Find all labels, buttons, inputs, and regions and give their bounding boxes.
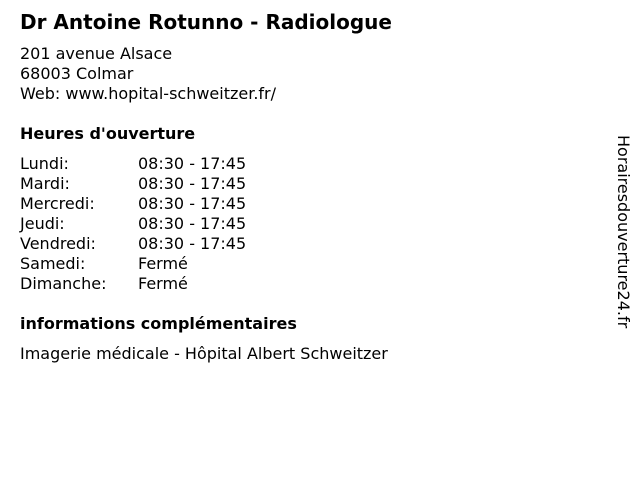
opening-hours-table (20, 154, 320, 294)
address-street: 201 avenue Alsace (20, 44, 173, 63)
hours-row-friday (20, 234, 320, 254)
hours-value: 08:30 - 17:45 (138, 174, 247, 193)
day-label: Dimanche: (20, 274, 107, 293)
day-label: Samedi: (20, 254, 86, 273)
hours-row-sunday (20, 274, 320, 294)
hours-row-saturday (20, 254, 320, 274)
day-label: Mercredi: (20, 194, 95, 213)
hours-value: Fermé (138, 254, 188, 273)
additional-info-heading: informations complémentaires (20, 314, 297, 333)
hours-row-tuesday (20, 174, 320, 194)
site-brand-vertical[interactable]: Horairesdouverture24.fr (614, 135, 633, 329)
hours-value: Fermé (138, 274, 188, 293)
page-title: Dr Antoine Rotunno - Radiologue (20, 10, 392, 34)
hours-row-wednesday (20, 194, 320, 214)
day-label: Mardi: (20, 174, 70, 193)
hours-value: 08:30 - 17:45 (138, 234, 247, 253)
hours-value: 08:30 - 17:45 (138, 194, 247, 213)
day-label: Lundi: (20, 154, 69, 173)
day-label: Vendredi: (20, 234, 96, 253)
hours-row-monday (20, 154, 320, 174)
hours-row-thursday (20, 214, 320, 234)
hours-value: 08:30 - 17:45 (138, 154, 247, 173)
day-label: Jeudi: (20, 214, 65, 233)
address-city: 68003 Colmar (20, 64, 134, 83)
website-link[interactable]: Web: www.hopital-schweitzer.fr/ (20, 84, 277, 103)
additional-info-text: Imagerie médicale - Hôpital Albert Schweitzer (20, 344, 388, 363)
opening-hours-heading: Heures d'ouverture (20, 124, 196, 143)
hours-value: 08:30 - 17:45 (138, 214, 247, 233)
